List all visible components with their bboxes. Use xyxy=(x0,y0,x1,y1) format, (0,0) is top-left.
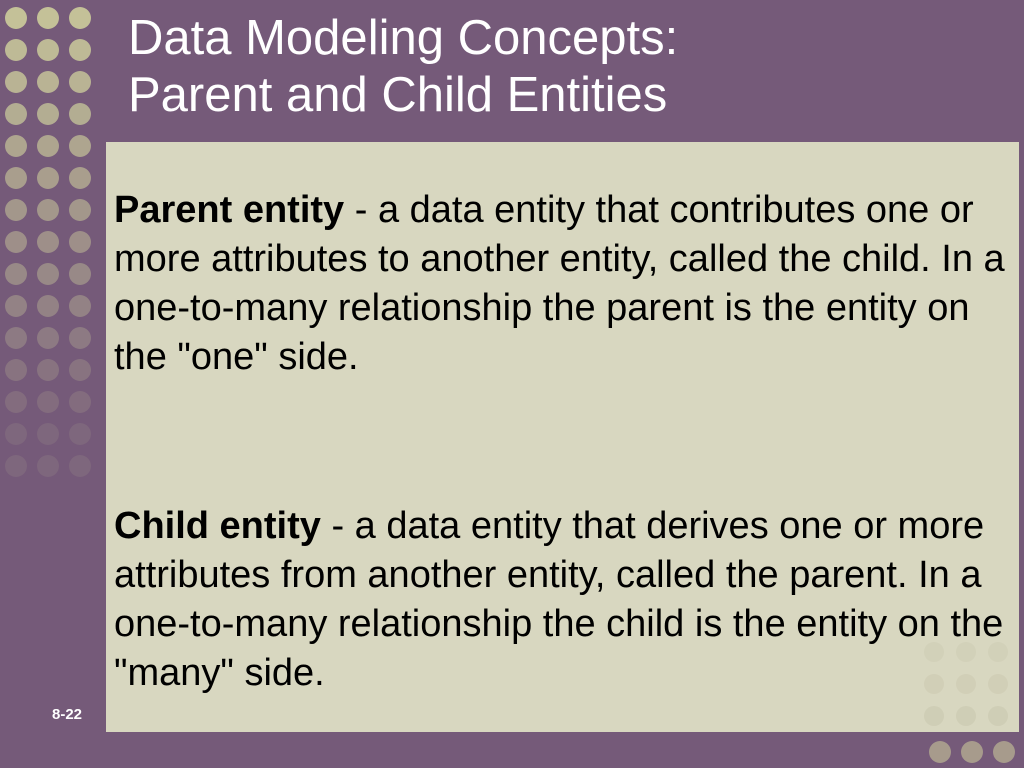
decorative-dot xyxy=(69,71,91,93)
decorative-dot xyxy=(37,167,59,189)
decorative-dot xyxy=(37,39,59,61)
decorative-dot xyxy=(5,455,27,477)
slide-number: 8-22 xyxy=(52,706,83,723)
content-panel xyxy=(106,142,1019,732)
decorative-dot xyxy=(993,741,1015,763)
decorative-dot xyxy=(69,391,91,413)
decorative-dot xyxy=(37,327,59,349)
decorative-dot xyxy=(69,7,91,29)
decorative-dot xyxy=(37,231,59,253)
decorative-dot xyxy=(5,71,27,93)
decorative-dot xyxy=(956,706,976,726)
decorative-dot xyxy=(69,295,91,317)
decorative-dot xyxy=(5,359,27,381)
decorative-dot xyxy=(37,263,59,285)
decorative-dot xyxy=(5,263,27,285)
decorative-dot xyxy=(5,199,27,221)
decorative-dot xyxy=(5,391,27,413)
decorative-dot xyxy=(37,423,59,445)
decorative-dot xyxy=(5,327,27,349)
decorative-dot xyxy=(69,167,91,189)
decorative-dot xyxy=(69,39,91,61)
decorative-dot xyxy=(961,741,983,763)
decorative-dot xyxy=(69,423,91,445)
decorative-dot xyxy=(924,706,944,726)
decorative-dot xyxy=(929,741,951,763)
decorative-dot xyxy=(69,103,91,125)
slide-title-line2: Parent and Child Entities xyxy=(128,68,668,122)
decorative-dot xyxy=(37,135,59,157)
child-entity-text: - a data entity that derives one or more attributes from another entity, called the parent. In a one-to-many relationship the child is the entity on the "many" side. xyxy=(114,505,1004,694)
decorative-dot xyxy=(5,167,27,189)
decorative-dot xyxy=(69,135,91,157)
decorative-dot xyxy=(37,7,59,29)
decorative-dot xyxy=(988,706,1008,726)
slide-title-line1: Data Modeling Concepts: xyxy=(128,11,679,65)
decorative-dot xyxy=(69,199,91,221)
decorative-dot xyxy=(5,295,27,317)
parent-entity-definition xyxy=(114,186,1009,382)
slide-title xyxy=(128,10,678,124)
decorative-dot xyxy=(5,135,27,157)
parent-entity-text: - a data entity that contributes one or more attributes to another entity, called the child. In a one-to-many relationship the parent is the entity on the "one" side. xyxy=(114,189,1005,378)
decorative-dot xyxy=(69,231,91,253)
left-decorative-strip xyxy=(0,0,100,768)
decorative-dot xyxy=(37,455,59,477)
decorative-dot xyxy=(37,391,59,413)
child-entity-term: Child entity xyxy=(114,505,321,547)
decorative-dot xyxy=(37,103,59,125)
decorative-dot xyxy=(69,263,91,285)
decorative-dot xyxy=(5,39,27,61)
decorative-dot xyxy=(5,103,27,125)
decorative-dot xyxy=(5,231,27,253)
child-entity-definition xyxy=(114,502,1009,698)
decorative-dot xyxy=(37,295,59,317)
decorative-dot xyxy=(5,7,27,29)
parent-entity-term: Parent entity xyxy=(114,189,345,231)
decorative-dot xyxy=(69,455,91,477)
decorative-dot xyxy=(69,327,91,349)
decorative-dot xyxy=(69,359,91,381)
decorative-dot xyxy=(37,359,59,381)
decorative-dot xyxy=(37,199,59,221)
decorative-dot xyxy=(37,71,59,93)
decorative-dot xyxy=(5,423,27,445)
bottom-bar xyxy=(0,736,1024,768)
